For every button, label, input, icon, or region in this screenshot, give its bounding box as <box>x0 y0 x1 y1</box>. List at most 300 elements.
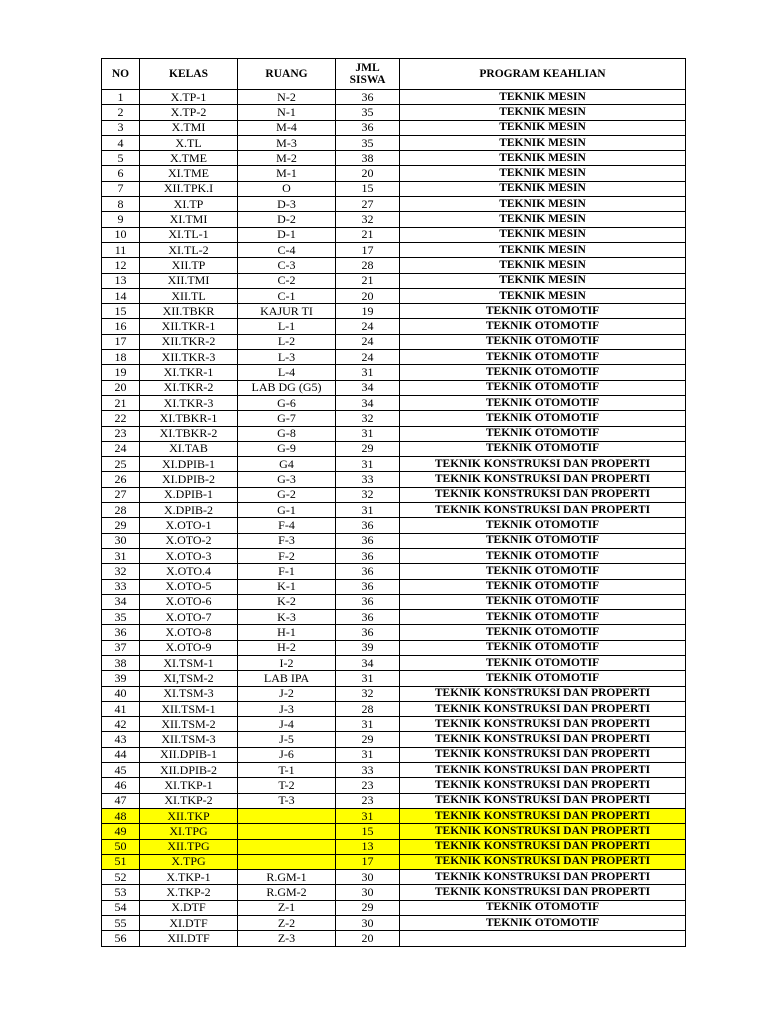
cell-jml-siswa: 34 <box>336 395 400 410</box>
cell-ruang: K-3 <box>238 610 336 625</box>
cell-program-keahlian: TEKNIK KONSTRUKSI DAN PROPERTI <box>400 808 686 823</box>
table-row <box>102 365 686 380</box>
cell-kelas: XII.DPIB-1 <box>140 747 238 762</box>
cell-ruang: J-6 <box>238 747 336 762</box>
cell-ruang: G-3 <box>238 472 336 487</box>
cell-kelas: XI.TKR-3 <box>140 395 238 410</box>
cell-kelas: XII.TKR-3 <box>140 350 238 365</box>
cell-kelas: XII.TMI <box>140 273 238 288</box>
cell-no: 12 <box>102 258 140 273</box>
cell-program-keahlian: TEKNIK KONSTRUKSI DAN PROPERTI <box>400 701 686 716</box>
cell-no: 28 <box>102 503 140 518</box>
cell-no: 31 <box>102 548 140 563</box>
cell-jml-siswa: 31 <box>336 671 400 686</box>
cell-no: 51 <box>102 854 140 869</box>
table-row <box>102 870 686 885</box>
cell-ruang: F-4 <box>238 518 336 533</box>
cell-program-keahlian: TEKNIK MESIN <box>400 135 686 150</box>
cell-program-keahlian: TEKNIK OTOMOTIF <box>400 319 686 334</box>
cell-program-keahlian: TEKNIK OTOMOTIF <box>400 533 686 548</box>
cell-program-keahlian: TEKNIK OTOMOTIF <box>400 655 686 670</box>
cell-program-keahlian: TEKNIK MESIN <box>400 258 686 273</box>
cell-ruang: J-3 <box>238 701 336 716</box>
header-program-keahlian: PROGRAM KEAHLIAN <box>400 59 686 90</box>
cell-program-keahlian: TEKNIK KONSTRUKSI DAN PROPERTI <box>400 717 686 732</box>
cell-kelas: X.TPG <box>140 854 238 869</box>
table-row <box>102 778 686 793</box>
table-row <box>102 472 686 487</box>
cell-program-keahlian: TEKNIK OTOMOTIF <box>400 350 686 365</box>
cell-kelas: XI.TKP-1 <box>140 778 238 793</box>
cell-no: 20 <box>102 380 140 395</box>
cell-no: 9 <box>102 212 140 227</box>
table-row <box>102 625 686 640</box>
cell-jml-siswa: 31 <box>336 503 400 518</box>
cell-jml-siswa: 36 <box>336 120 400 135</box>
cell-ruang: F-2 <box>238 548 336 563</box>
table-row <box>102 457 686 472</box>
cell-jml-siswa: 28 <box>336 258 400 273</box>
cell-ruang: LAB IPA <box>238 671 336 686</box>
cell-kelas: X.TL <box>140 135 238 150</box>
cell-jml-siswa: 35 <box>336 135 400 150</box>
cell-no: 37 <box>102 640 140 655</box>
cell-program-keahlian: TEKNIK MESIN <box>400 227 686 242</box>
cell-no: 42 <box>102 717 140 732</box>
cell-jml-siswa: 36 <box>336 579 400 594</box>
cell-kelas: X.OTO-5 <box>140 579 238 594</box>
table-row <box>102 411 686 426</box>
cell-jml-siswa: 36 <box>336 610 400 625</box>
cell-program-keahlian: TEKNIK OTOMOTIF <box>400 610 686 625</box>
cell-no: 55 <box>102 916 140 931</box>
cell-program-keahlian: TEKNIK OTOMOTIF <box>400 365 686 380</box>
cell-no: 36 <box>102 625 140 640</box>
cell-program-keahlian: TEKNIK OTOMOTIF <box>400 640 686 655</box>
cell-kelas: XII.TKR-2 <box>140 334 238 349</box>
cell-program-keahlian: TEKNIK OTOMOTIF <box>400 625 686 640</box>
cell-no: 3 <box>102 120 140 135</box>
cell-no: 35 <box>102 610 140 625</box>
cell-kelas: XI.DPIB-2 <box>140 472 238 487</box>
cell-kelas: XI.TME <box>140 166 238 181</box>
table-row <box>102 548 686 563</box>
table-row <box>102 808 686 823</box>
cell-kelas: XII.TPG <box>140 839 238 854</box>
cell-ruang: C-4 <box>238 242 336 257</box>
cell-program-keahlian: TEKNIK MESIN <box>400 273 686 288</box>
table-row <box>102 594 686 609</box>
cell-no: 34 <box>102 594 140 609</box>
cell-jml-siswa: 31 <box>336 426 400 441</box>
cell-jml-siswa: 15 <box>336 181 400 196</box>
cell-jml-siswa: 30 <box>336 885 400 900</box>
cell-no: 50 <box>102 839 140 854</box>
cell-no: 21 <box>102 395 140 410</box>
cell-kelas: X.TME <box>140 151 238 166</box>
cell-ruang: G-2 <box>238 487 336 502</box>
table-row <box>102 151 686 166</box>
cell-program-keahlian: TEKNIK KONSTRUKSI DAN PROPERTI <box>400 763 686 778</box>
cell-jml-siswa: 31 <box>336 747 400 762</box>
cell-kelas: XII.TKR-1 <box>140 319 238 334</box>
cell-jml-siswa: 21 <box>336 227 400 242</box>
cell-program-keahlian <box>400 931 686 946</box>
cell-kelas: XII.TKP <box>140 808 238 823</box>
cell-kelas: XII.DTF <box>140 931 238 946</box>
cell-no: 54 <box>102 900 140 915</box>
cell-program-keahlian: TEKNIK OTOMOTIF <box>400 518 686 533</box>
cell-no: 23 <box>102 426 140 441</box>
cell-ruang <box>238 839 336 854</box>
cell-kelas: XI.TPG <box>140 824 238 839</box>
cell-ruang: H-2 <box>238 640 336 655</box>
cell-program-keahlian: TEKNIK MESIN <box>400 242 686 257</box>
header-kelas: KELAS <box>140 59 238 90</box>
cell-jml-siswa: 39 <box>336 640 400 655</box>
cell-ruang: L-2 <box>238 334 336 349</box>
header-jml-line1: JML <box>355 62 380 74</box>
cell-program-keahlian: TEKNIK MESIN <box>400 151 686 166</box>
cell-program-keahlian: TEKNIK KONSTRUKSI DAN PROPERTI <box>400 472 686 487</box>
cell-no: 1 <box>102 90 140 105</box>
cell-jml-siswa: 30 <box>336 916 400 931</box>
cell-no: 6 <box>102 166 140 181</box>
cell-ruang: R.GM-2 <box>238 885 336 900</box>
table-row <box>102 258 686 273</box>
table-row <box>102 334 686 349</box>
cell-program-keahlian: TEKNIK OTOMOTIF <box>400 426 686 441</box>
cell-no: 8 <box>102 197 140 212</box>
cell-kelas: XI.TSM-3 <box>140 686 238 701</box>
table-row <box>102 916 686 931</box>
cell-jml-siswa: 31 <box>336 457 400 472</box>
cell-no: 4 <box>102 135 140 150</box>
cell-ruang: N-2 <box>238 90 336 105</box>
table-row <box>102 319 686 334</box>
cell-jml-siswa: 20 <box>336 931 400 946</box>
cell-jml-siswa: 30 <box>336 870 400 885</box>
cell-kelas: XII.TP <box>140 258 238 273</box>
cell-kelas: XI.TKR-2 <box>140 380 238 395</box>
cell-jml-siswa: 23 <box>336 778 400 793</box>
cell-no: 7 <box>102 181 140 196</box>
table-row <box>102 395 686 410</box>
cell-program-keahlian: TEKNIK OTOMOTIF <box>400 564 686 579</box>
cell-jml-siswa: 28 <box>336 701 400 716</box>
cell-kelas: X.OTO-3 <box>140 548 238 563</box>
cell-jml-siswa: 21 <box>336 273 400 288</box>
cell-kelas: XI.TSM-1 <box>140 655 238 670</box>
table-row <box>102 518 686 533</box>
table-row <box>102 655 686 670</box>
cell-program-keahlian: TEKNIK OTOMOTIF <box>400 916 686 931</box>
cell-ruang: F-1 <box>238 564 336 579</box>
cell-kelas: XII.TL <box>140 288 238 303</box>
cell-jml-siswa: 34 <box>336 655 400 670</box>
table-row <box>102 288 686 303</box>
table-row <box>102 166 686 181</box>
cell-ruang: G-9 <box>238 441 336 456</box>
cell-no: 24 <box>102 441 140 456</box>
cell-jml-siswa: 33 <box>336 472 400 487</box>
cell-ruang: T-1 <box>238 763 336 778</box>
cell-jml-siswa: 29 <box>336 732 400 747</box>
cell-kelas: XI.TBKR-1 <box>140 411 238 426</box>
table-row <box>102 441 686 456</box>
cell-ruang: KAJUR TI <box>238 304 336 319</box>
cell-jml-siswa: 20 <box>336 166 400 181</box>
cell-kelas: XI.TKR-1 <box>140 365 238 380</box>
cell-kelas: X.TKP-2 <box>140 885 238 900</box>
cell-kelas: XII.DPIB-2 <box>140 763 238 778</box>
cell-jml-siswa: 17 <box>336 854 400 869</box>
cell-jml-siswa: 35 <box>336 105 400 120</box>
cell-kelas: XII.TSM-2 <box>140 717 238 732</box>
cell-program-keahlian: TEKNIK OTOMOTIF <box>400 334 686 349</box>
cell-no: 26 <box>102 472 140 487</box>
cell-ruang: G-8 <box>238 426 336 441</box>
cell-kelas: X.OTO-6 <box>140 594 238 609</box>
cell-ruang: C-2 <box>238 273 336 288</box>
cell-ruang: G-1 <box>238 503 336 518</box>
cell-jml-siswa: 19 <box>336 304 400 319</box>
cell-program-keahlian: TEKNIK KONSTRUKSI DAN PROPERTI <box>400 793 686 808</box>
cell-program-keahlian: TEKNIK OTOMOTIF <box>400 594 686 609</box>
cell-jml-siswa: 36 <box>336 90 400 105</box>
cell-kelas: X.TMI <box>140 120 238 135</box>
cell-jml-siswa: 32 <box>336 212 400 227</box>
cell-ruang <box>238 824 336 839</box>
cell-jml-siswa: 23 <box>336 793 400 808</box>
cell-program-keahlian: TEKNIK KONSTRUKSI DAN PROPERTI <box>400 747 686 762</box>
cell-no: 56 <box>102 931 140 946</box>
cell-program-keahlian: TEKNIK OTOMOTIF <box>400 411 686 426</box>
header-jml-line2: SISWA <box>349 74 386 86</box>
cell-jml-siswa: 24 <box>336 334 400 349</box>
cell-no: 19 <box>102 365 140 380</box>
cell-jml-siswa: 36 <box>336 594 400 609</box>
cell-no: 5 <box>102 151 140 166</box>
cell-kelas: X.OTO-1 <box>140 518 238 533</box>
cell-kelas: XII.TSM-3 <box>140 732 238 747</box>
table-row <box>102 304 686 319</box>
cell-jml-siswa: 24 <box>336 350 400 365</box>
cell-kelas: XI.TL-2 <box>140 242 238 257</box>
cell-no: 32 <box>102 564 140 579</box>
cell-jml-siswa: 29 <box>336 900 400 915</box>
cell-kelas: XI.DTF <box>140 916 238 931</box>
cell-ruang: J-5 <box>238 732 336 747</box>
cell-no: 14 <box>102 288 140 303</box>
cell-program-keahlian: TEKNIK OTOMOTIF <box>400 395 686 410</box>
cell-program-keahlian: TEKNIK KONSTRUKSI DAN PROPERTI <box>400 457 686 472</box>
cell-kelas: XI.TMI <box>140 212 238 227</box>
cell-program-keahlian: TEKNIK OTOMOTIF <box>400 441 686 456</box>
cell-jml-siswa: 33 <box>336 763 400 778</box>
cell-no: 16 <box>102 319 140 334</box>
table-row <box>102 242 686 257</box>
header-jml-siswa <box>336 59 400 90</box>
cell-kelas: X.DPIB-1 <box>140 487 238 502</box>
cell-no: 46 <box>102 778 140 793</box>
table-row <box>102 671 686 686</box>
cell-ruang: J-2 <box>238 686 336 701</box>
cell-ruang <box>238 854 336 869</box>
cell-program-keahlian: TEKNIK KONSTRUKSI DAN PROPERTI <box>400 487 686 502</box>
cell-kelas: X.OTO-8 <box>140 625 238 640</box>
cell-jml-siswa: 36 <box>336 625 400 640</box>
table-row <box>102 763 686 778</box>
cell-program-keahlian: TEKNIK KONSTRUKSI DAN PROPERTI <box>400 503 686 518</box>
cell-ruang: C-3 <box>238 258 336 273</box>
table-row <box>102 533 686 548</box>
table-row <box>102 824 686 839</box>
table-row <box>102 793 686 808</box>
cell-jml-siswa: 32 <box>336 411 400 426</box>
cell-kelas: X.TKP-1 <box>140 870 238 885</box>
cell-program-keahlian: TEKNIK KONSTRUKSI DAN PROPERTI <box>400 732 686 747</box>
cell-no: 33 <box>102 579 140 594</box>
cell-no: 10 <box>102 227 140 242</box>
cell-program-keahlian: TEKNIK MESIN <box>400 181 686 196</box>
cell-ruang: O <box>238 181 336 196</box>
cell-program-keahlian: TEKNIK OTOMOTIF <box>400 304 686 319</box>
cell-ruang: G-7 <box>238 411 336 426</box>
cell-ruang: L-3 <box>238 350 336 365</box>
table-row <box>102 135 686 150</box>
cell-jml-siswa: 36 <box>336 518 400 533</box>
cell-jml-siswa: 17 <box>336 242 400 257</box>
table-row <box>102 105 686 120</box>
table-row <box>102 839 686 854</box>
cell-ruang: Z-1 <box>238 900 336 915</box>
table-row <box>102 426 686 441</box>
cell-program-keahlian: TEKNIK KONSTRUKSI DAN PROPERTI <box>400 885 686 900</box>
cell-ruang: D-3 <box>238 197 336 212</box>
cell-no: 29 <box>102 518 140 533</box>
cell-ruang: D-1 <box>238 227 336 242</box>
table-row <box>102 227 686 242</box>
cell-program-keahlian: TEKNIK MESIN <box>400 288 686 303</box>
table-row <box>102 273 686 288</box>
class-room-table <box>101 58 686 947</box>
cell-ruang: J-4 <box>238 717 336 732</box>
table-body <box>102 90 686 947</box>
table-row <box>102 564 686 579</box>
table-row <box>102 503 686 518</box>
table-row <box>102 120 686 135</box>
table-row <box>102 732 686 747</box>
table-row <box>102 579 686 594</box>
cell-jml-siswa: 27 <box>336 197 400 212</box>
cell-ruang: L-1 <box>238 319 336 334</box>
cell-program-keahlian: TEKNIK OTOMOTIF <box>400 579 686 594</box>
cell-no: 2 <box>102 105 140 120</box>
cell-no: 18 <box>102 350 140 365</box>
cell-kelas: X.DTF <box>140 900 238 915</box>
cell-kelas: X.OTO.4 <box>140 564 238 579</box>
table-row <box>102 350 686 365</box>
cell-program-keahlian: TEKNIK KONSTRUKSI DAN PROPERTI <box>400 870 686 885</box>
table-header <box>102 59 686 90</box>
table-row <box>102 487 686 502</box>
cell-ruang: G-6 <box>238 395 336 410</box>
cell-ruang: K-2 <box>238 594 336 609</box>
cell-kelas: XII.TPK.I <box>140 181 238 196</box>
cell-jml-siswa: 34 <box>336 380 400 395</box>
cell-no: 44 <box>102 747 140 762</box>
cell-jml-siswa: 31 <box>336 717 400 732</box>
cell-program-keahlian: TEKNIK OTOMOTIF <box>400 671 686 686</box>
table-row <box>102 854 686 869</box>
cell-jml-siswa: 13 <box>336 839 400 854</box>
header-row <box>102 59 686 90</box>
cell-jml-siswa: 29 <box>336 441 400 456</box>
table-row <box>102 717 686 732</box>
cell-no: 41 <box>102 701 140 716</box>
header-no: NO <box>102 59 140 90</box>
table-row <box>102 610 686 625</box>
cell-program-keahlian: TEKNIK MESIN <box>400 212 686 227</box>
cell-ruang: D-2 <box>238 212 336 227</box>
cell-ruang: I-2 <box>238 655 336 670</box>
cell-jml-siswa: 31 <box>336 808 400 823</box>
cell-jml-siswa: 36 <box>336 548 400 563</box>
cell-kelas: XI.DPIB-1 <box>140 457 238 472</box>
cell-ruang: N-1 <box>238 105 336 120</box>
cell-kelas: XII.TSM-1 <box>140 701 238 716</box>
cell-program-keahlian: TEKNIK MESIN <box>400 105 686 120</box>
cell-no: 47 <box>102 793 140 808</box>
cell-program-keahlian: TEKNIK OTOMOTIF <box>400 900 686 915</box>
cell-ruang <box>238 808 336 823</box>
cell-no: 49 <box>102 824 140 839</box>
table-row <box>102 380 686 395</box>
cell-no: 39 <box>102 671 140 686</box>
cell-kelas: XI.TKP-2 <box>140 793 238 808</box>
cell-no: 11 <box>102 242 140 257</box>
cell-ruang: G4 <box>238 457 336 472</box>
table-row <box>102 181 686 196</box>
cell-kelas: X.OTO-7 <box>140 610 238 625</box>
cell-ruang: K-1 <box>238 579 336 594</box>
cell-kelas: XI.TP <box>140 197 238 212</box>
cell-ruang: Z-2 <box>238 916 336 931</box>
table-row <box>102 900 686 915</box>
cell-kelas: X.TP-2 <box>140 105 238 120</box>
cell-program-keahlian: TEKNIK OTOMOTIF <box>400 380 686 395</box>
cell-kelas: XI.TL-1 <box>140 227 238 242</box>
cell-ruang: M-2 <box>238 151 336 166</box>
table-row <box>102 90 686 105</box>
cell-ruang: F-3 <box>238 533 336 548</box>
cell-jml-siswa: 20 <box>336 288 400 303</box>
cell-no: 13 <box>102 273 140 288</box>
cell-ruang: T-3 <box>238 793 336 808</box>
cell-kelas: X.TP-1 <box>140 90 238 105</box>
cell-ruang: Z-3 <box>238 931 336 946</box>
cell-no: 22 <box>102 411 140 426</box>
cell-kelas: XI.TAB <box>140 441 238 456</box>
cell-kelas: XI,TSM-2 <box>140 671 238 686</box>
cell-no: 53 <box>102 885 140 900</box>
table-row <box>102 701 686 716</box>
cell-jml-siswa: 24 <box>336 319 400 334</box>
table-row <box>102 197 686 212</box>
cell-jml-siswa: 36 <box>336 564 400 579</box>
cell-jml-siswa: 32 <box>336 686 400 701</box>
